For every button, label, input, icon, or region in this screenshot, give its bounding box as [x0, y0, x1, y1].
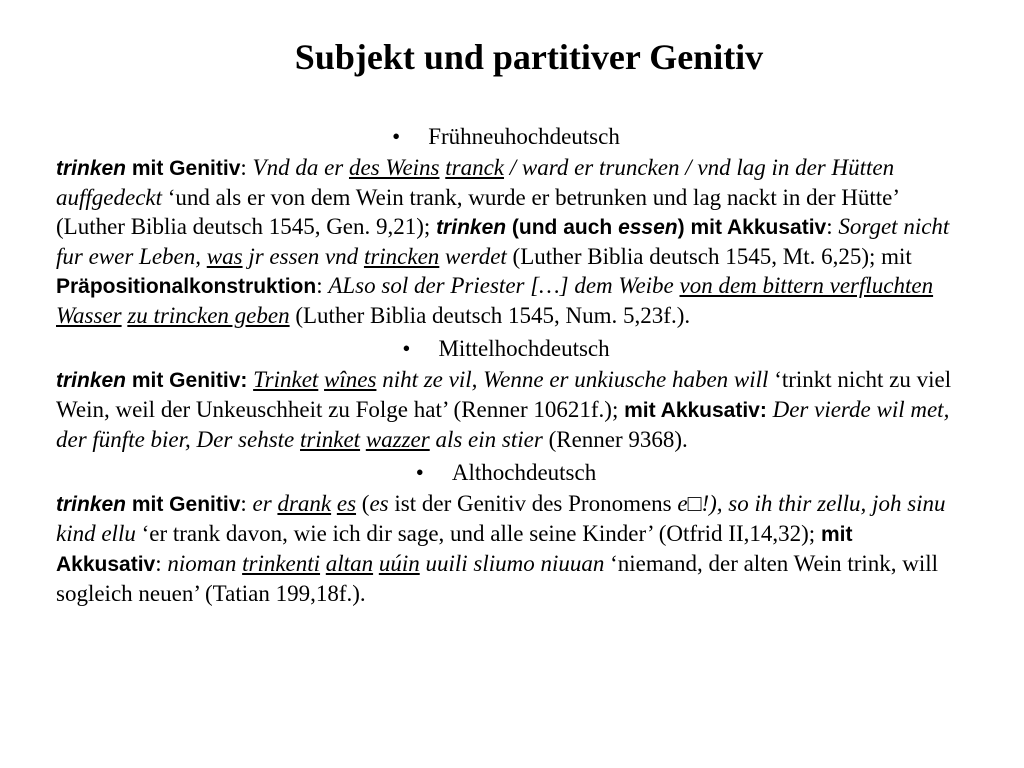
- keyword: trinken: [56, 369, 127, 392]
- keyword: mit Genitiv: [126, 493, 241, 516]
- keyword: ) mit Akkusativ: [677, 216, 827, 239]
- section-heading-althochdeutsch: [56, 458, 956, 487]
- bullet-icon: •: [415, 460, 424, 485]
- text: ‘trinkt nicht zu viel Wein, weil der Unkeuschheit zu Folge hat’ (Renner 10621f.);: [56, 367, 952, 422]
- quote-underlined: uúin: [378, 551, 420, 576]
- quote: jr essen vnd: [242, 244, 364, 269]
- keyword: trinken: [56, 493, 127, 516]
- quote: ), so ih thir zellu, joh sinu kind ellu: [56, 491, 946, 546]
- text: :: [316, 273, 329, 298]
- paragraph-mittelhochdeutsch: [56, 365, 956, 454]
- quote: es: [369, 491, 389, 516]
- quote: ALso sol der Priester […] dem Weibe: [328, 273, 680, 298]
- text: (Luther Biblia deutsch 1545, Num. 5,23f.).: [289, 303, 691, 328]
- section-heading-mittelhochdeutsch: [56, 334, 956, 363]
- quote-underlined: zu trincken geben: [127, 303, 290, 328]
- quote-underlined: was: [206, 244, 243, 269]
- keyword: essen: [618, 216, 678, 239]
- quote: uuili sliumo niuuan: [419, 551, 605, 576]
- text: :: [240, 491, 253, 516]
- bullet-icon: •: [392, 124, 401, 149]
- quote: Sorget nicht fur ewer Leben,: [56, 214, 950, 269]
- quote-underlined: drank: [277, 491, 332, 516]
- section-heading-label: Mittelhochdeutsch: [438, 336, 610, 361]
- section-heading-fruehneuhochdeutsch: [56, 122, 956, 151]
- quote-underlined: von dem bittern verfluchten Wasser: [56, 273, 934, 328]
- quote-underlined: wazzer: [365, 427, 430, 452]
- text: ‘er trank davon, wie ich dir sage, und alle seine Kinder’ (Otfrid II,14,32);: [135, 521, 821, 546]
- keyword: mit Genitiv:: [126, 369, 248, 392]
- quote-underlined: altan: [325, 551, 374, 576]
- keyword: Präpositionalkonstruktion: [56, 275, 317, 298]
- quote: e□!: [677, 491, 710, 516]
- text: (Renner 9368).: [542, 427, 688, 452]
- quote-underlined: trincken: [363, 244, 440, 269]
- quote: als ein stier: [429, 427, 543, 452]
- text: :: [826, 214, 839, 239]
- slide-content: [56, 118, 956, 612]
- paragraph-althochdeutsch: [56, 489, 956, 608]
- quote: Vnd da er: [252, 155, 349, 180]
- keyword: trinken: [436, 216, 507, 239]
- section-heading-label: Althochdeutsch: [451, 460, 597, 485]
- keyword: trinken: [56, 157, 127, 180]
- quote-underlined: es: [336, 491, 357, 516]
- quote: werdet: [439, 244, 507, 269]
- quote: / ward er truncken / vnd lag in der Hütten auffgedeckt: [56, 155, 895, 210]
- quote-underlined: wînes: [324, 367, 377, 392]
- text: :: [240, 155, 253, 180]
- quote-underlined: trinket: [300, 427, 361, 452]
- quote-underlined: Trinket: [253, 367, 319, 392]
- section-heading-label: Frühneuhochdeutsch: [428, 124, 620, 149]
- text: ‘niemand, der alten Wein trink, will sogleich neuen’ (Tatian 199,18f.).: [56, 551, 939, 606]
- quote: er: [252, 491, 278, 516]
- keyword: mit Akkusativ: [56, 523, 853, 576]
- quote: Der vierde wil met, der fünfte bier, Der sehste: [56, 397, 950, 452]
- keyword: mit Akkusativ:: [624, 399, 767, 422]
- page-title: Subjekt und partitiver Genitiv: [294, 37, 764, 77]
- keyword: mit Genitiv: [126, 157, 241, 180]
- text: (Luther Biblia deutsch 1545, Mt. 6,25); mit: [506, 244, 912, 269]
- text: (: [356, 491, 370, 516]
- quote-underlined: tranck: [445, 155, 505, 180]
- quote: nioman: [167, 551, 243, 576]
- keyword: (und auch: [506, 216, 619, 239]
- quote-underlined: des Weins: [348, 155, 440, 180]
- text: ist der Genitiv des Pronomens: [388, 491, 678, 516]
- quote: niht ze vil, Wenne er unkiusche haben will: [376, 367, 769, 392]
- bullet-icon: •: [402, 336, 411, 361]
- text: ‘und als er von dem Wein trank, wurde er betrunken und lag nackt in der Hütte’ (Luther Biblia deutsch 1545, Gen. 9,21);: [56, 185, 899, 239]
- paragraph-fruehneuhochdeutsch: [56, 153, 956, 330]
- quote-underlined: trinkenti: [242, 551, 321, 576]
- text: :: [155, 551, 168, 576]
